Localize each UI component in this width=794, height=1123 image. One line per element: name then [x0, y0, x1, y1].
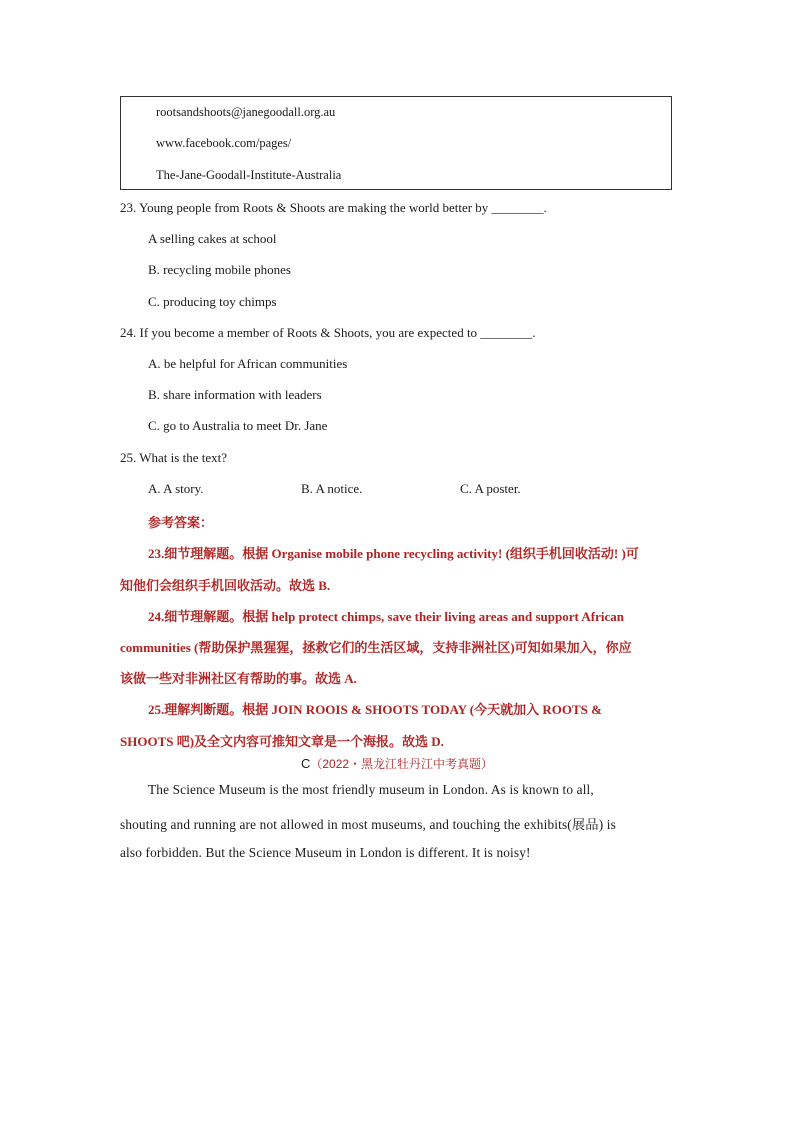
q25-option-b: B. A notice.: [301, 481, 363, 496]
q23-option-a: A selling cakes at school: [148, 231, 277, 246]
answer-24-line-3: 该做一些对非洲社区有帮助的事。故选 A.: [120, 671, 357, 686]
passage-line-3: also forbidden. But the Science Museum in London is different. It is noisy!: [120, 845, 531, 860]
question-23: 23. Young people from Roots & Shoots are making the world better by ________.: [120, 200, 547, 215]
section-c-heading: [0, 755, 794, 772]
question-25: 25. What is the text?: [120, 450, 227, 465]
q23-option-b: B. recycling mobile phones: [148, 262, 291, 277]
answers-heading: 参考答案：: [148, 515, 214, 530]
passage-line-1: The Science Museum is the most friendly museum in London. As is known to all,: [148, 782, 594, 797]
q24-option-b: B. share information with leaders: [148, 387, 322, 402]
question-24: 24. If you become a member of Roots & Shoots, you are expected to ________.: [120, 325, 536, 340]
q23-option-c: C. producing toy chimps: [148, 294, 277, 309]
section-c-label: C: [300, 756, 311, 771]
contact-facebook: www.facebook.com/pages/: [156, 136, 292, 150]
answer-25-line-2: SHOOTS 吧)及全文内容可推知文章是一个海报。故选 D.: [120, 734, 444, 749]
contact-email: rootsandshoots@janegoodall.org.au: [156, 105, 336, 119]
passage-line-2: shouting and running are not allowed in most museums, and touching the exhibits(展品) is: [120, 817, 616, 832]
answer-25-line-1: 25.理解判断题。根据 JOIN ROOIS & SHOOTS TODAY (今天就加入 ROOTS &: [148, 702, 602, 717]
q25-option-a: A. A story.: [148, 481, 204, 496]
section-c-source: （2022・黑龙江牡丹江中考真题）: [310, 757, 494, 771]
contact-box: [120, 96, 672, 190]
answer-23-line-2: 知他们会组织手机回收活动。故选 B.: [120, 578, 331, 593]
q24-option-a: A. be helpful for African communities: [148, 356, 348, 371]
answer-23-line-1: 23.细节理解题。根据 Organise mobile phone recycling activity! (组织手机回收活动! )可: [148, 546, 639, 561]
contact-page-name: The-Jane-Goodall-Institute-Australia: [156, 168, 342, 182]
q24-option-c: C. go to Australia to meet Dr. Jane: [148, 418, 328, 433]
answer-24-line-2: communities (帮助保护黑猩猩，拯救它们的生活区域，支持非洲社区)可知如果加入，你应: [120, 640, 632, 655]
answer-24-line-1: 24.细节理解题。根据 help protect chimps, save their living areas and support African: [148, 609, 624, 624]
q25-option-c: C. A poster.: [460, 481, 521, 496]
